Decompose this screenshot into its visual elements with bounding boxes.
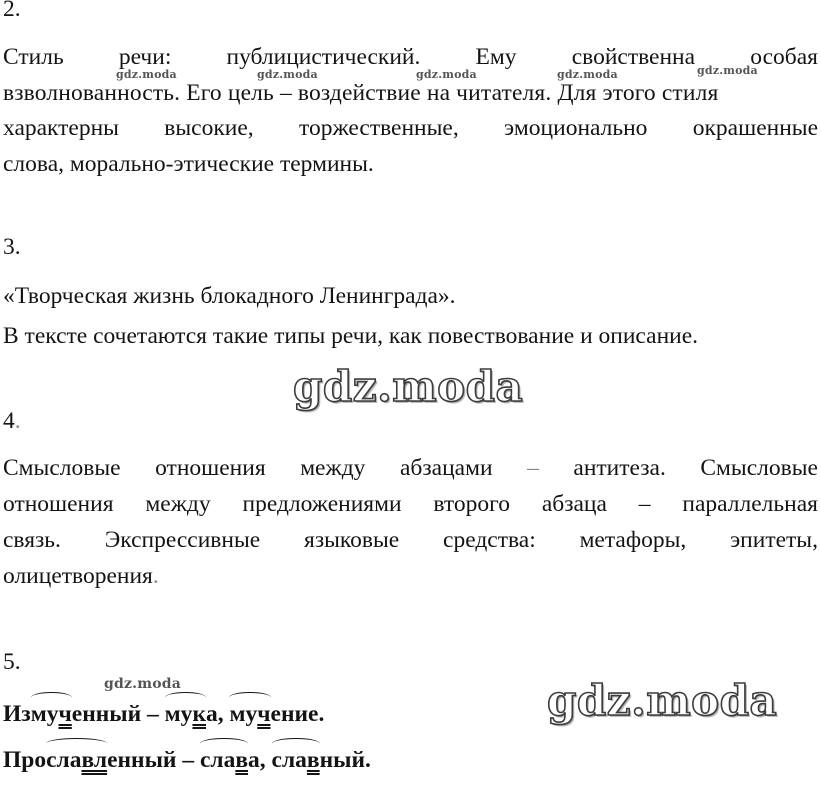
root-part: сла [199, 747, 236, 773]
watermark-small: gdz.moda [116, 68, 177, 81]
alternating-consonant: вл [81, 747, 108, 773]
morpheme-row-2 [3, 747, 818, 773]
word: параллельная [682, 491, 818, 517]
word: антитеза. [573, 455, 666, 481]
word: высокие, [164, 115, 254, 141]
word: олицетворения [3, 563, 153, 589]
root-arc [272, 747, 320, 773]
prefix: Из [3, 701, 31, 727]
root-arc [200, 747, 248, 773]
watermark-small: gdz.moda [416, 68, 477, 81]
suffix: енный [107, 747, 177, 773]
word: особая [750, 44, 818, 70]
ending: а, [248, 747, 272, 773]
section-3-number: 3. [3, 234, 21, 260]
section-2-number: 2. [3, 0, 21, 22]
word: эмоционально [504, 115, 648, 141]
dash: – [176, 747, 200, 773]
section-4-line-1 [3, 455, 818, 481]
section-4-number [3, 408, 21, 434]
word: связь. [3, 527, 61, 553]
alternating-consonant: ч [58, 701, 72, 727]
alternating-consonant: в [306, 747, 320, 773]
root-part: му [164, 701, 193, 727]
word: Ему [475, 44, 517, 70]
word: отношения [155, 455, 266, 481]
number-digit: 4 [3, 408, 15, 434]
word: средства: [443, 527, 536, 553]
word: метафоры, [579, 527, 687, 553]
alternating-consonant: в [235, 747, 249, 773]
watermark-small: gdz.moda [697, 64, 758, 77]
suffix: енный [71, 701, 142, 727]
section-4-line-4 [3, 563, 818, 589]
section-4-line-3 [3, 527, 818, 553]
root-part: му [229, 701, 258, 727]
section-3-title: «Творческая жизнь блокадного Ленинграда». [3, 283, 456, 309]
root-mark [46, 738, 107, 749]
word: между [145, 491, 211, 517]
word: торжественные, [298, 115, 459, 141]
watermark-small: gdz.moda [257, 68, 318, 81]
word: языковые [304, 527, 400, 553]
word: Экспрессивные [104, 527, 261, 553]
word: предложениями [242, 491, 402, 517]
morpheme-row-1 [3, 701, 818, 727]
watermark-small: gdz.moda [557, 68, 618, 81]
section-5-number: 5. [3, 649, 21, 675]
root-arc [229, 701, 270, 727]
word: публицистический. [226, 44, 421, 70]
section-2-line-1 [3, 44, 818, 70]
word: – [638, 491, 651, 517]
watermark-large: gdz.moda [293, 362, 524, 411]
root-arc [165, 701, 206, 727]
root-mark [31, 692, 72, 703]
section-2-line-4: слова, морально-этические термины. [3, 151, 374, 177]
root-arc [46, 747, 107, 773]
alternating-consonant: к [192, 701, 206, 727]
word: . [152, 563, 159, 589]
word: характерны [3, 115, 119, 141]
alternating-consonant: ч [257, 701, 271, 727]
root-mark [165, 692, 206, 703]
word: второго [433, 491, 510, 517]
root-arc [31, 701, 72, 727]
root-mark [200, 738, 248, 749]
root-mark [229, 692, 270, 703]
watermark-small: gdz.moda [104, 676, 182, 692]
word: эпитеты, [730, 527, 818, 553]
word: абзаца [541, 491, 607, 517]
section-3-text: В тексте сочетаются такие типы речи, как повествование и описание. [3, 323, 699, 349]
dash: – [141, 701, 165, 727]
root-part: му [30, 701, 59, 727]
word: отношения [3, 491, 114, 517]
root-mark [272, 738, 320, 749]
suffix: ный. [319, 747, 371, 773]
suffix: ение. [270, 701, 325, 727]
ending: а, [205, 701, 230, 727]
word: – [527, 455, 539, 481]
word: абзацами [399, 455, 493, 481]
word: между [300, 455, 366, 481]
word: Смысловые [700, 455, 818, 481]
watermark-large: gdz.moda [547, 676, 778, 725]
section-2-line-3 [3, 115, 818, 141]
word: речи: [118, 44, 172, 70]
root-part: сла [271, 747, 307, 773]
section-2-line-2: взволнованность. Его цель – воздействие на читателя. Для этого стиля [3, 80, 719, 106]
word: Смысловые [3, 455, 121, 481]
section-4-line-2 [3, 491, 818, 517]
word: свойственна [571, 44, 696, 70]
number-dot: . [14, 408, 21, 434]
root-part: сла [46, 747, 82, 773]
word: Стиль [3, 44, 64, 70]
word: окрашенные [692, 115, 818, 141]
prefix: Про [3, 747, 47, 773]
